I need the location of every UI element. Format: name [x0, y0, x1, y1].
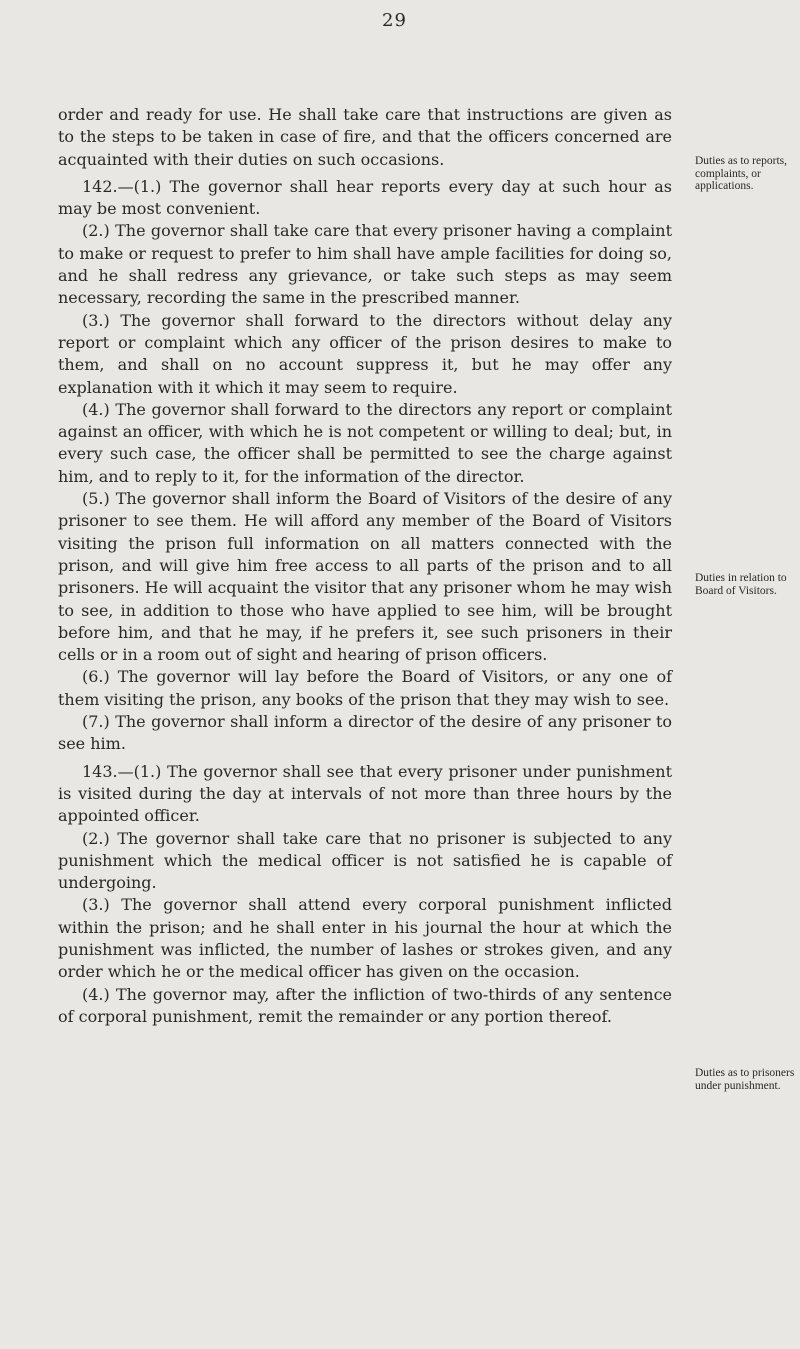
paragraph-142-6: (6.) The governor will lay before the Board of Visitors, or any one of them visiting the prison, any books of the prison that they may wish to see. [58, 667, 672, 709]
page-number: 29 [382, 10, 407, 31]
paragraph-143-3: (3.) The governor shall attend every corporal punishment inflicted within the prison; and he shall enter in his journal the hour at which the punishment was inflicted, the number of lashes or strokes given, and any order which he or the medical officer has given on the occasion. [58, 895, 672, 982]
paragraph-142-5: (5.) The governor shall inform the Board of Visitors of the desire of any prisoner to see them. He will afford any member of the Board of Visitors visiting the prison full information on all matters connected with the prison, and will give him free access to all parts of the prison and to all prisoners. He will acquaint the visitor that any prisoner whom he may wish to see, in addition to those who have applied to see him, will be brought before him, and that he may, if he prefers it, see such prisoners in their cells or in a room out of sight and hearing of prison officers. [58, 489, 672, 665]
paragraph-142-1: 142.—(1.) The governor shall hear reports every day at such hour as may be most convenient. [58, 176, 672, 219]
side-note-punishment: Duties as to prisoners under punishment. [695, 1067, 795, 1092]
paragraph-142-4: (4.) The governor shall forward to the directors any report or complaint against an officer, with which he is not competent or willing to deal; but, in every such case, the officer shall be permitted to see the charge against him, and to reply to it, for the information of the director. [58, 399, 672, 486]
paragraph-142-7: (7.) The governor shall inform a director of the desire of any prisoner to see him. [58, 712, 672, 754]
paragraph-142-3: (3.) The governor shall forward to the directors without delay any report or complaint which any officer of the prison desires to make to them, and shall on no account suppress it, but he may offer any explanation with it which it may seem to require. [58, 310, 672, 397]
paragraph-143-4: (4.) The governor may, after the infliction of two-thirds of any sentence of corporal punishment, remit the remainder or any portion thereof. [58, 984, 672, 1026]
paragraph-143-2: (2.) The governor shall take care that no prisoner is subjected to any punishment which the medical officer is not satisfied he is capable of undergoing. [58, 828, 672, 893]
paragraph-143-1: 143.—(1.) The governor shall see that every prisoner under punishment is visited during the day at intervals of not more than three hours by the appointed officer. [58, 761, 672, 826]
side-note-board-of-visitors: Duties in relation to Board of Visitors. [695, 572, 787, 597]
side-note-reports: Duties as to reports, complaints, or applications. [695, 155, 787, 192]
body-text [58, 104, 672, 1028]
paragraph-continuation: order and ready for use. He shall take care that instructions are given as to the steps to be taken in case of fire, and that the officers concerned are acquainted with their duties on such occasions. [58, 105, 672, 169]
paragraph-142-2: (2.) The governor shall take care that every prisoner having a complaint to make or request to prefer to him shall have ample facilities for doing so, and he shall redress any grievance, or take such steps as may seem necessary, recording the same in the prescribed manner. [58, 221, 672, 308]
